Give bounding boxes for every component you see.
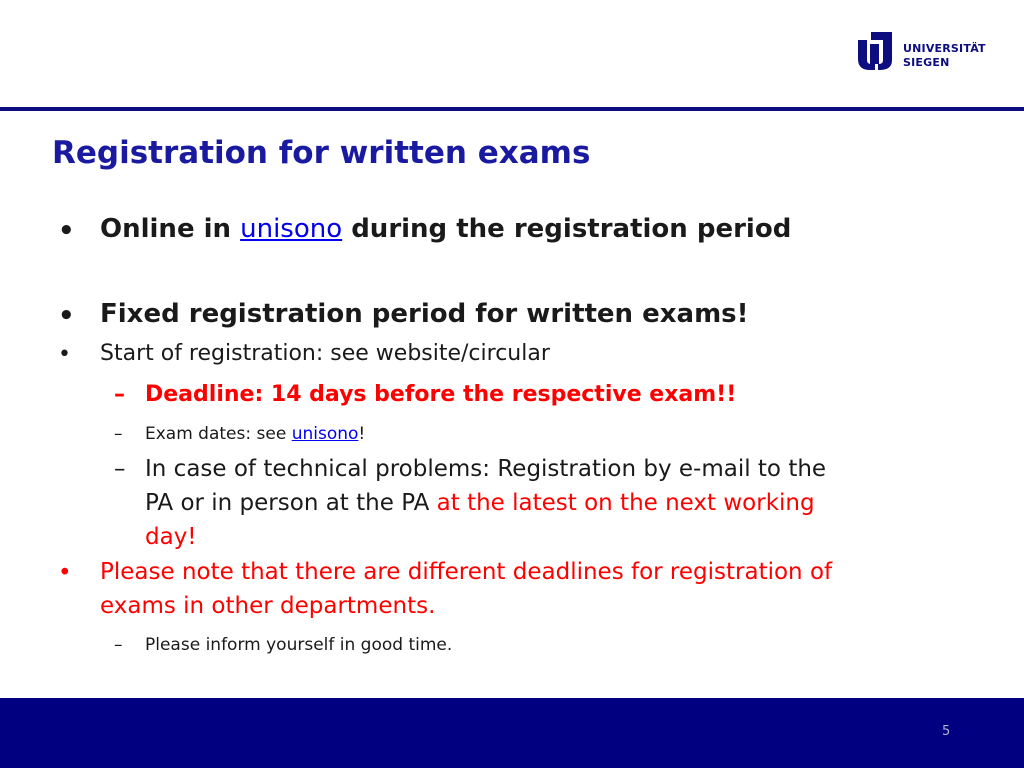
footer-bar (0, 698, 1024, 768)
bullet-marker: • (58, 560, 72, 586)
slide-title: Registration for written exams (52, 135, 591, 171)
unisono-link[interactable]: unisono (240, 214, 343, 244)
page-number: 5 (942, 724, 951, 739)
sub-bullet-technical-problems-line-3: day! (145, 524, 197, 550)
sub-bullet-deadline: Deadline: 14 days before the respective exam!! (145, 382, 737, 407)
bullet-marker: • (58, 216, 75, 246)
sub-bullet-technical-problems-line-1: In case of technical problems: Registration by e-mail to the (145, 456, 827, 482)
university-logo (858, 32, 1008, 72)
bullet-text: Online in (100, 214, 241, 244)
sub-bullet-text: PA or in person at the PA (145, 490, 437, 516)
university-logo-mark-icon (858, 32, 892, 70)
sub-bullet-exam-dates (145, 424, 365, 444)
sub-bullet-marker: – (114, 382, 125, 407)
logo-line-2: SIEGEN (903, 56, 950, 69)
bullet-start-registration: Start of registration: see website/circular (100, 341, 550, 366)
bullet-marker: • (58, 342, 71, 367)
bullet-fixed-period: Fixed registration period for written exams! (100, 299, 749, 329)
bullet-text: during the registration period (342, 214, 792, 244)
sub-bullet-inform-yourself: Please inform yourself in good time. (145, 635, 453, 655)
bullet-other-departments-line-1: Please note that there are different deadlines for registration of (100, 559, 833, 585)
sub-bullet-technical-problems-line-2 (145, 490, 815, 516)
unisono-link[interactable]: unisono (291, 424, 359, 444)
university-logo-text (903, 42, 986, 70)
bullet-online-registration (100, 214, 791, 244)
sub-bullet-marker: – (114, 635, 123, 655)
logo-line-1: UNIVERSITÄT (903, 42, 986, 55)
sub-bullet-marker: – (114, 456, 126, 482)
header-divider (0, 107, 1024, 111)
sub-bullet-text: ! (358, 424, 366, 444)
bullet-marker: • (58, 301, 75, 331)
sub-bullet-red-text: at the latest on the next working (436, 490, 815, 516)
bullet-other-departments-line-2: exams in other departments. (100, 593, 436, 619)
sub-bullet-text: Exam dates: see (145, 424, 292, 444)
sub-bullet-marker: – (114, 424, 123, 444)
